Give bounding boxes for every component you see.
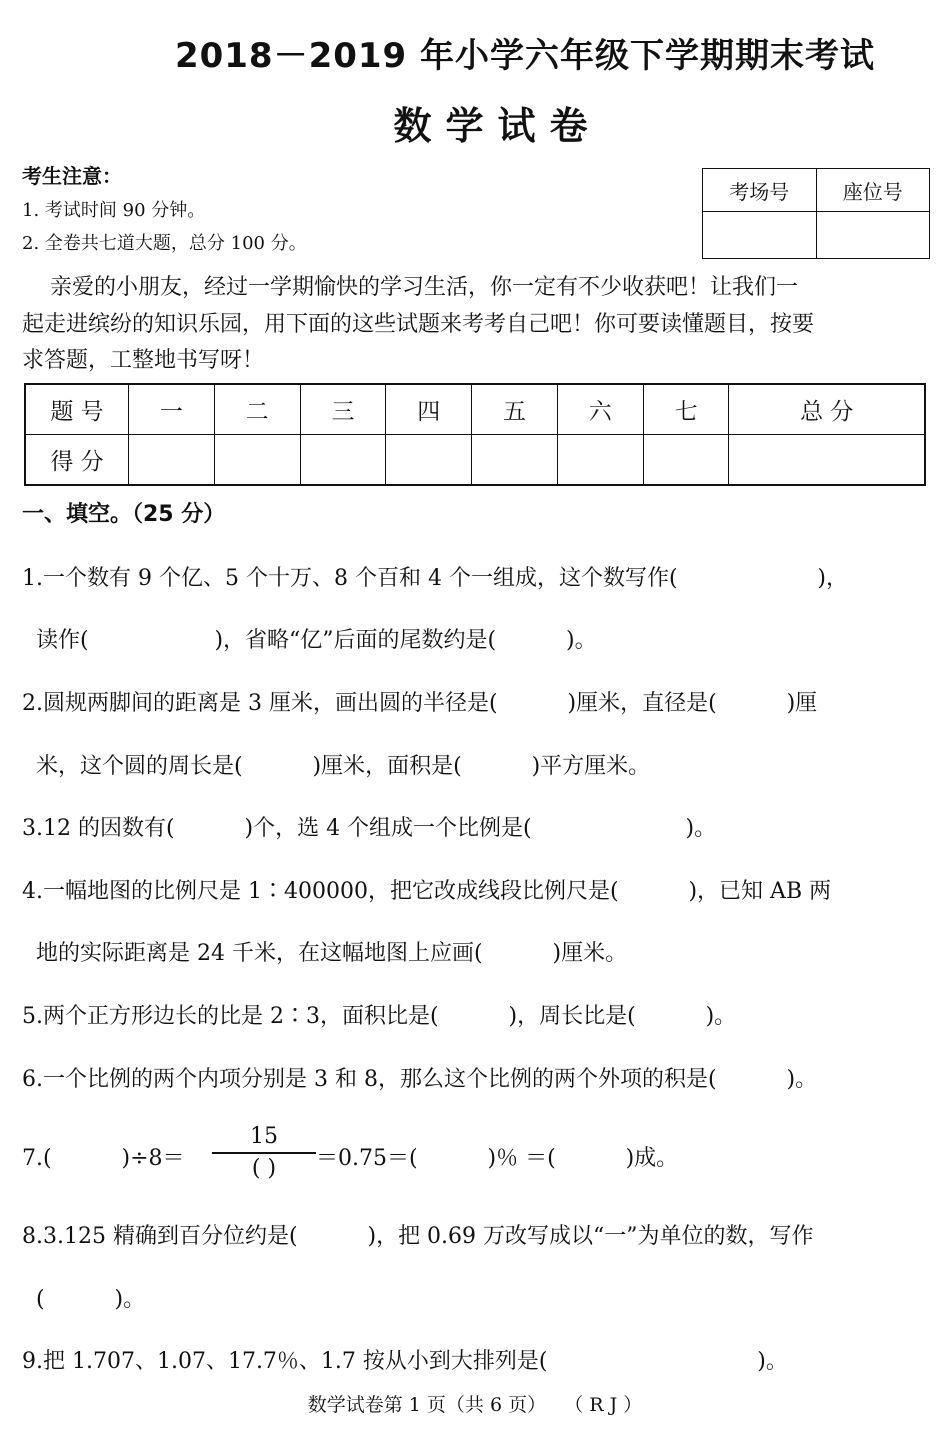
score-column-header: 四	[386, 384, 472, 435]
score-column-header: 三	[300, 384, 386, 435]
seat-table	[702, 168, 930, 259]
notice-item: 1. 考试时间 90 分钟。	[22, 200, 206, 221]
question-line: 4.一幅地图的比例尺是 1∶400000，把它改成线段比例尺是( )，已知 AB 两	[22, 879, 832, 904]
exam-room-field[interactable]	[703, 212, 817, 259]
fraction	[212, 1125, 316, 1181]
intro-line: 起走进缤纷的知识乐园，用下面的这些试题来考考自己吧！你可要读懂题目，按要	[22, 312, 815, 337]
score-cell[interactable]	[643, 435, 729, 486]
question-line: 6.一个比例的两个内项分别是 3 和 8，那么这个比例的两个外项的积是( )。	[22, 1067, 818, 1092]
question-line: 3.12 的因数有( )个，选 4 个组成一个比例是( )。	[22, 816, 717, 841]
notice-heading: 考生注意：	[22, 164, 122, 188]
score-cell[interactable]	[557, 435, 643, 486]
fraction-denominator: ( )	[251, 1155, 277, 1181]
question-line: 5.两个正方形边长的比是 2∶3，面积比是( )，周长比是( )。	[22, 1004, 737, 1029]
seat-number-field[interactable]	[816, 212, 930, 259]
score-cell[interactable]	[386, 435, 472, 486]
question-line: 7.( )÷8＝	[22, 1146, 185, 1171]
score-cell[interactable]	[472, 435, 558, 486]
score-label: 得 分	[25, 435, 129, 486]
fraction-numerator: 15	[250, 1124, 278, 1149]
score-column-header: 总 分	[729, 384, 925, 435]
exam-room-header: 考场号	[703, 169, 817, 212]
intro-line: 求答题，工整地书写呀！	[22, 348, 265, 373]
score-cell[interactable]	[129, 435, 215, 486]
score-column-header: 一	[129, 384, 215, 435]
question-line: 9.把 1.707、1.07、17.7％、1.7 按从小到大排列是( )。	[22, 1349, 788, 1374]
exam-subtitle: 数学试卷	[393, 104, 602, 148]
question-line: 1.一个数有 9 个亿、5 个十万、8 个百和 4 个一组成，这个数写作( )，	[22, 566, 848, 591]
score-cell[interactable]	[300, 435, 386, 486]
score-table	[24, 383, 926, 486]
score-column-header: 六	[557, 384, 643, 435]
score-cell[interactable]	[729, 435, 925, 486]
question-line: ＝0.75＝( )％ ＝( )成。	[316, 1146, 679, 1171]
score-column-header: 七	[643, 384, 729, 435]
score-cell[interactable]	[214, 435, 300, 486]
question-line: ( )。	[22, 1287, 146, 1312]
question-line: 地的实际距离是 24 千米，在这幅地图上应画( )厘米。	[22, 941, 628, 966]
question-line: 米，这个圆的周长是( )厘米，面积是( )平方厘米。	[22, 754, 651, 779]
question-number-label: 题 号	[25, 384, 129, 435]
seat-number-header: 座位号	[816, 169, 930, 212]
question-line: 2.圆规两脚间的距离是 3 厘米，画出圆的半径是( )厘米，直径是( )厘	[22, 691, 818, 716]
score-column-header: 二	[214, 384, 300, 435]
section-heading: 一、填空。（25 分）	[22, 502, 226, 527]
exam-title: 2018－2019 年小学六年级下学期期末考试	[174, 36, 876, 76]
question-line: 读作( )，省略“亿”后面的尾数约是( )。	[22, 628, 597, 653]
intro-line: 亲爱的小朋友，经过一学期愉快的学习生活，你一定有不少收获吧！让我们一	[22, 275, 798, 300]
score-column-header: 五	[472, 384, 558, 435]
question-line: 8.3.125 精确到百分位约是( )，把 0.69 万改写成以“一”为单位的数，写作	[22, 1224, 814, 1249]
notice-item: 2. 全卷共七道大题，总分 100 分。	[22, 233, 307, 254]
page-footer: 数学试卷第 1 页（共 6 页） （ R J ）	[307, 1394, 643, 1416]
fraction-bar	[212, 1152, 316, 1154]
